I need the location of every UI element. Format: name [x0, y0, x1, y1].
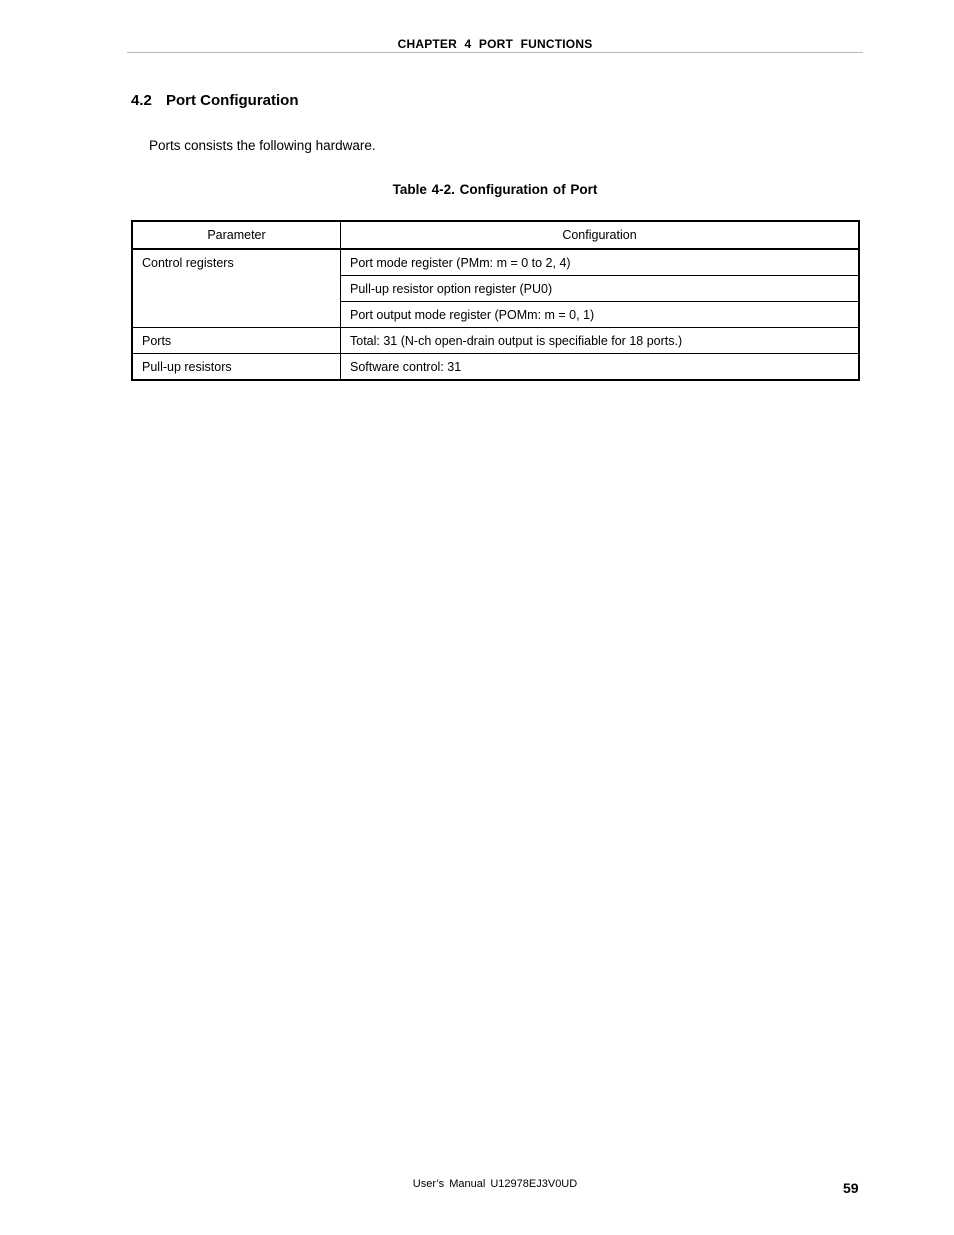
configuration-cell: Software control: 31	[341, 354, 860, 381]
section-number: 4.2	[131, 92, 152, 109]
parameter-cell: Ports	[132, 328, 341, 354]
page-number: 59	[843, 1180, 859, 1196]
footer-manual-label: User’s Manual U12978EJ3V0UD	[412, 1178, 578, 1190]
parameter-cell: Control registers	[132, 249, 341, 328]
column-header-parameter: Parameter	[132, 221, 341, 249]
intro-paragraph: Ports consists the following hardware.	[149, 138, 376, 153]
table-row	[132, 328, 859, 354]
table-header-row	[132, 221, 859, 249]
header-rule	[127, 52, 863, 53]
parameter-cell: Pull-up resistors	[132, 354, 341, 381]
table-row	[132, 354, 859, 381]
column-header-configuration: Configuration	[341, 221, 860, 249]
configuration-cell: Port output mode register (POMm: m = 0, 1)	[341, 302, 860, 328]
port-configuration-table	[131, 220, 860, 381]
configuration-cell: Total: 31 (N-ch open-drain output is specifiable for 18 ports.)	[341, 328, 860, 354]
table-caption: Table 4-2. Configuration of Port	[392, 182, 598, 197]
section-title: Port Configuration	[166, 92, 299, 109]
table-row	[132, 249, 859, 276]
running-header: CHAPTER 4 PORT FUNCTIONS	[397, 37, 593, 51]
configuration-cell: Port mode register (PMm: m = 0 to 2, 4)	[341, 249, 860, 276]
section-heading	[131, 92, 298, 109]
configuration-cell: Pull-up resistor option register (PU0)	[341, 276, 860, 302]
